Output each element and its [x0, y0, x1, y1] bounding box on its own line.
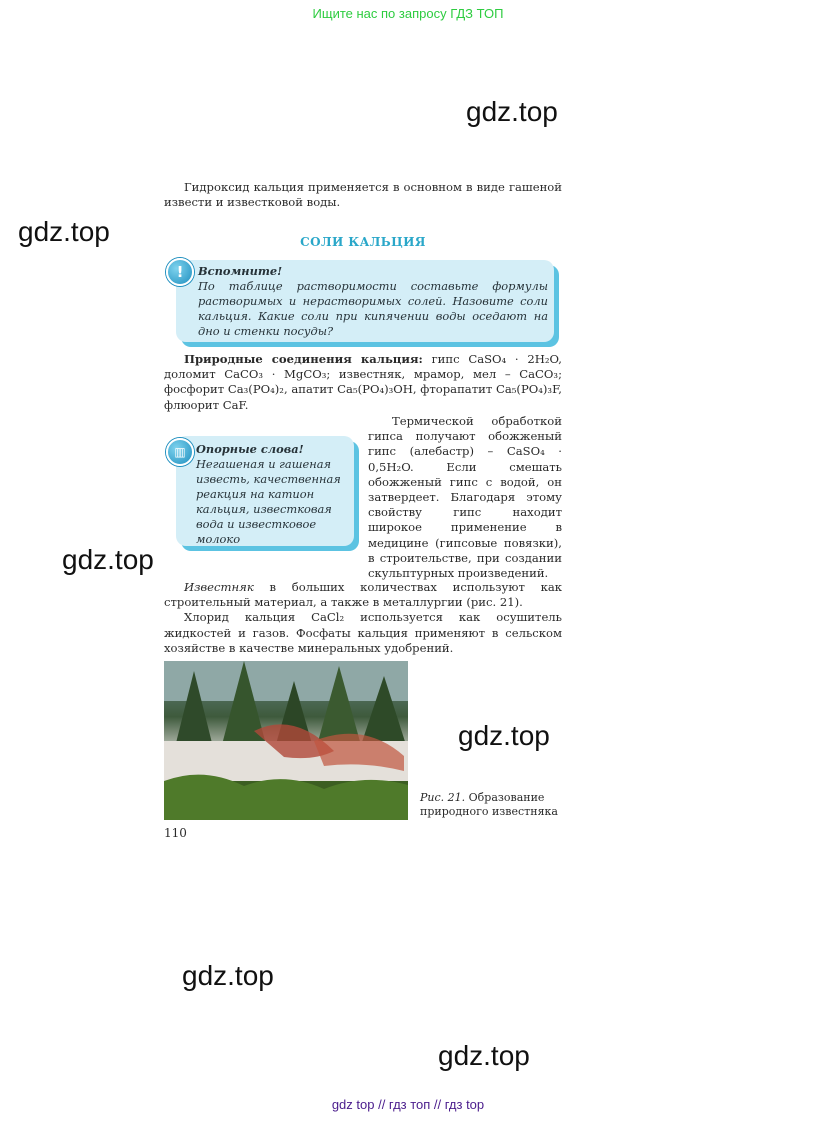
- figure-caption: [420, 791, 570, 819]
- limestone-rest: в больших количествах используют как строительный материал, а также в металлургии (рис. 21).: [164, 580, 563, 610]
- book-icon: ▥: [166, 438, 194, 466]
- intro-paragraph: [164, 180, 562, 210]
- figure-label: Рис. 21.: [420, 791, 466, 804]
- intro-text: Гидроксид кальция применяется в основном в виде гашеной извести и известковой воды.: [164, 180, 562, 210]
- natural-compounds-text: гипс CaSO₄ · 2H₂O, доломит CaCO₃ · MgCO₃; известняк, мрамор, мел – CaCO₃; фосфорит Ca₃(PO₄)₂, апатит Ca₅(PO₄)₃OH, фторапатит Ca₅(PO₄)₃F, флюорит CaF.: [164, 352, 562, 412]
- watermark: gdz.top: [466, 96, 558, 127]
- forest-illustration: [164, 661, 408, 820]
- chloride-text: Хлорид кальция CaCl₂ используется как осушитель жидкостей и газов. Фосфаты кальция применяют в сельском хозяйстве в качестве минеральных удобрений.: [164, 610, 562, 655]
- page-number: 110: [164, 826, 187, 840]
- footer-links[interactable]: gdz top // гдз топ // гдз top: [331, 1097, 485, 1112]
- limestone-photo: [164, 661, 408, 820]
- gypsum-paragraph: [368, 414, 562, 581]
- watermark: gdz.top: [62, 544, 154, 575]
- remember-text: По таблице растворимости составьте формулы растворимых и нерастворимых солей. Назовите соли кальция. Какие соли при кипячении воды оседают на дно и стенки посуды?: [198, 279, 548, 338]
- section-heading: СОЛИ КАЛЬЦИЯ: [300, 235, 426, 249]
- top-banner-link[interactable]: Ищите нас по запросу ГДЗ ТОП: [312, 6, 504, 21]
- watermark: gdz.top: [458, 720, 550, 751]
- figure-caption-text: Образование природного известняка: [420, 791, 558, 818]
- watermark: gdz.top: [438, 1040, 530, 1071]
- natural-compounds-label: Природные соединения кальция:: [184, 352, 423, 366]
- limestone-term: Известняк: [184, 580, 254, 594]
- keywords-title: Опорные слова!: [196, 442, 304, 456]
- remember-title: Вспомните!: [198, 264, 283, 278]
- remember-box: [176, 260, 554, 342]
- limestone-paragraph: [164, 580, 562, 656]
- exclamation-icon: !: [166, 258, 194, 286]
- watermark: gdz.top: [182, 960, 274, 991]
- gypsum-text: Термической обработкой гипса получают обожженый гипс (алебастр) – CaSO₄ · 0,5H₂O. Если смешать обожженый гипс с водой, он затвердеет. Благодаря этому свойству гипс находит широкое применение в медицине (гипсовые повязки), в строительстве, при создании скульптурных произведений.: [368, 414, 562, 581]
- keywords-box: [176, 436, 354, 546]
- watermark: gdz.top: [18, 216, 110, 247]
- natural-compounds-paragraph: [164, 352, 562, 413]
- keywords-text: Негашеная и гашеная известь, качественная реакция на катион кальция, известковая вода и известковое молоко: [196, 457, 341, 546]
